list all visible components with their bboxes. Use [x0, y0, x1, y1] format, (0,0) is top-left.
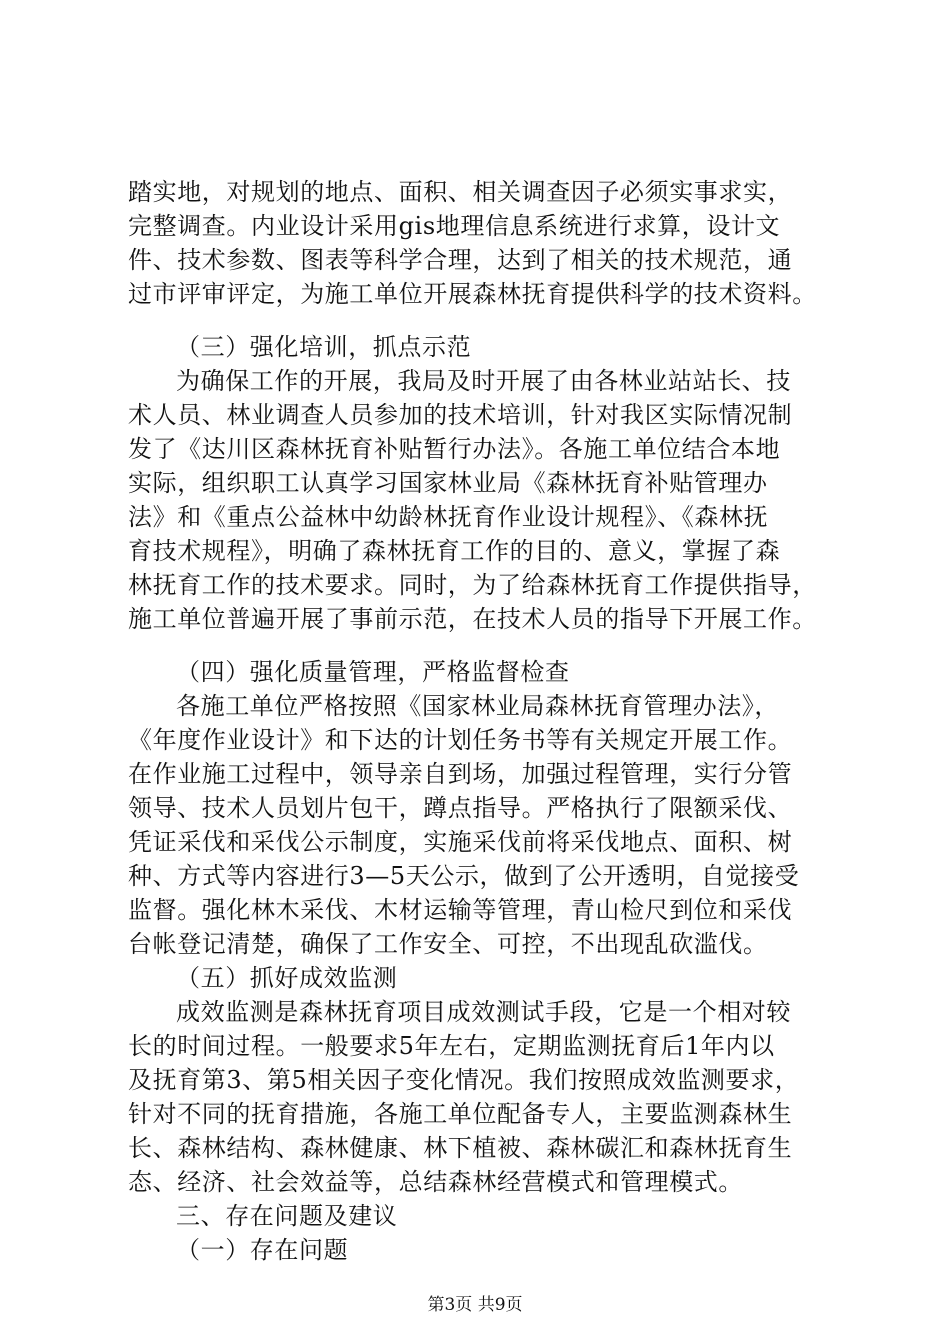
section-heading: （四）强化质量管理，严格监督检查: [176, 658, 570, 686]
paragraph-line: 监督。强化林木采伐、木材运输等管理，青山检尺到位和采伐: [128, 896, 793, 924]
paragraph-line: 种、方式等内容进行3—5天公示，做到了公开透明，自觉接受: [128, 862, 800, 890]
paragraph-line: 台帐登记清楚，确保了工作安全、可控，不出现乱砍滥伐。: [128, 930, 768, 958]
paragraph-line: 术人员、林业调查人员参加的技术培训，针对我区实际情况制: [128, 401, 793, 429]
section-heading: （五）抓好成效监测: [176, 964, 398, 992]
paragraph-line: 长的时间过程。一般要求5年左右，定期监测抚育后1年内以: [128, 1032, 775, 1060]
paragraph-line: 凭证采伐和采伐公示制度，实施采伐前将采伐地点、面积、树: [128, 828, 793, 856]
paragraph-line: 及抚育第3、第5相关因子变化情况。我们按照成效监测要求，: [128, 1066, 800, 1094]
paragraph-line: 件、技术参数、图表等科学合理，达到了相关的技术规范，通: [128, 246, 793, 274]
paragraph-line: 针对不同的抚育措施，各施工单位配备专人，主要监测森林生: [128, 1100, 793, 1128]
paragraph-line: 完整调查。内业设计采用gis地理信息系统进行求算，设计文: [128, 212, 781, 240]
paragraph-line: 法》和《重点公益林中幼龄林抚育作业设计规程》、《森林抚: [128, 503, 769, 531]
paragraph-line: 发了《达川区森林抚育补贴暂行办法》。各施工单位结合本地: [128, 435, 781, 463]
paragraph-line: 施工单位普遍开展了事前示范，在技术人员的指导下开展工作。: [128, 605, 817, 633]
paragraph-line: 林抚育工作的技术要求。同时，为了给森林抚育工作提供指导，: [128, 571, 817, 599]
page-footer: 第3页 共9页: [427, 1295, 523, 1315]
subsection-heading: （一）存在问题: [176, 1236, 349, 1264]
paragraph-line: 成效监测是森林抚育项目成效测试手段，它是一个相对较: [176, 998, 791, 1026]
paragraph-line: 领导、技术人员划片包干，蹲点指导。严格执行了限额采伐、: [128, 794, 793, 822]
paragraph-line: 《年度作业设计》和下达的计划任务书等有关规定开展工作。: [128, 726, 793, 754]
paragraph-line: 态、经济、社会效益等，总结森林经营模式和管理模式。: [128, 1168, 743, 1196]
paragraph-line: 过市评审评定，为施工单位开展森林抚育提供科学的技术资料。: [128, 280, 817, 308]
paragraph-line: 实际，组织职工认真学习国家林业局《森林抚育补贴管理办: [128, 469, 768, 497]
paragraph-line: 踏实地，对规划的地点、面积、相关调查因子必须实事求实，: [128, 178, 793, 206]
paragraph-line: 育技术规程》，明确了森林抚育工作的目的、意义，掌握了森: [128, 537, 781, 565]
section-heading: 三、存在问题及建议: [176, 1202, 398, 1230]
paragraph-line: 各施工单位严格按照《国家林业局森林抚育管理办法》，: [176, 692, 779, 720]
section-heading: （三）强化培训，抓点示范: [176, 333, 472, 361]
paragraph-line: 在作业施工过程中，领导亲自到场，加强过程管理，实行分管: [128, 760, 793, 788]
paragraph-line: 为确保工作的开展，我局及时开展了由各林业站站长、技: [176, 367, 791, 395]
paragraph-line: 长、森林结构、森林健康、林下植被、森林碳汇和森林抚育生: [128, 1134, 793, 1162]
